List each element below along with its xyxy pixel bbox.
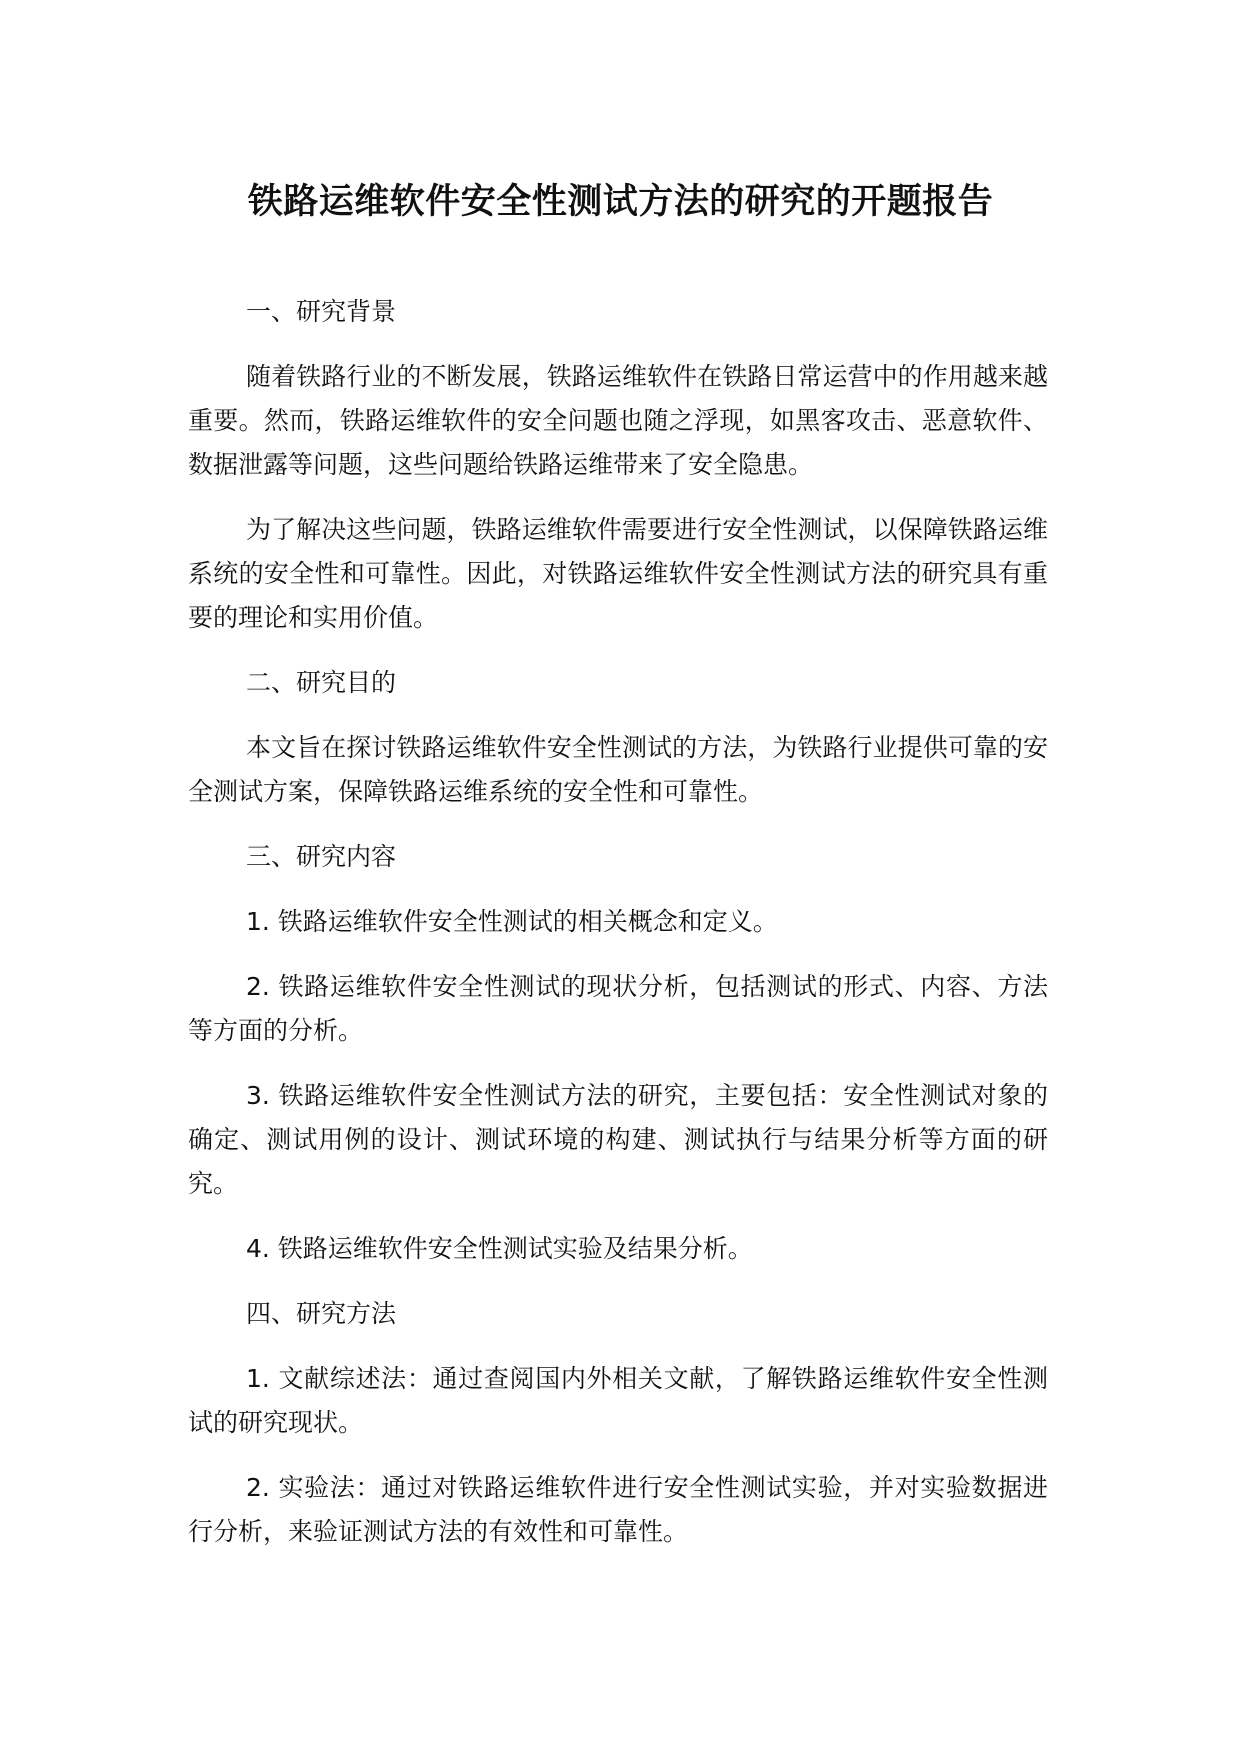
section-heading-background: 一、研究背景 [246, 297, 397, 326]
document-body [188, 290, 1048, 1575]
section-heading-content: 三、研究内容 [246, 842, 397, 871]
document-title: 铁路运维软件安全性测试方法的研究的开题报告 [247, 182, 994, 222]
content-item-2: 2. 铁路运维软件安全性测试的现状分析，包括测试的形式、内容、方法等方面的分析。 [188, 972, 1048, 1045]
paragraph-background-2: 为了解决这些问题，铁路运维软件需要进行安全性测试，以保障铁路运维系统的安全性和可靠性。因此，对铁路运维软件安全性测试方法的研究具有重要的理论和实用价值。 [188, 515, 1048, 632]
content-item-4: 4. 铁路运维软件安全性测试实验及结果分析。 [246, 1234, 753, 1263]
content-item-3: 3. 铁路运维软件安全性测试方法的研究，主要包括：安全性测试对象的确定、测试用例的设计、测试环境的构建、测试执行与结果分析等方面的研究。 [188, 1081, 1048, 1198]
section-heading-purpose: 二、研究目的 [246, 668, 397, 697]
method-item-2: 2. 实验法：通过对铁路运维软件进行安全性测试实验，并对实验数据进行分析，来验证测试方法的有效性和可靠性。 [188, 1473, 1048, 1546]
paragraph-purpose: 本文旨在探讨铁路运维软件安全性测试的方法，为铁路行业提供可靠的安全测试方案，保障铁路运维系统的安全性和可靠性。 [188, 733, 1048, 806]
paragraph-background-1: 随着铁路行业的不断发展，铁路运维软件在铁路日常运营中的作用越来越重要。然而，铁路运维软件的安全问题也随之浮现，如黑客攻击、恶意软件、数据泄露等问题，这些问题给铁路运维带来了安全隐患。 [188, 362, 1048, 479]
section-heading-methods: 四、研究方法 [246, 1299, 397, 1328]
method-item-1: 1. 文献综述法：通过查阅国内外相关文献，了解铁路运维软件安全性测试的研究现状。 [188, 1364, 1048, 1437]
content-item-1: 1. 铁路运维软件安全性测试的相关概念和定义。 [246, 907, 778, 936]
